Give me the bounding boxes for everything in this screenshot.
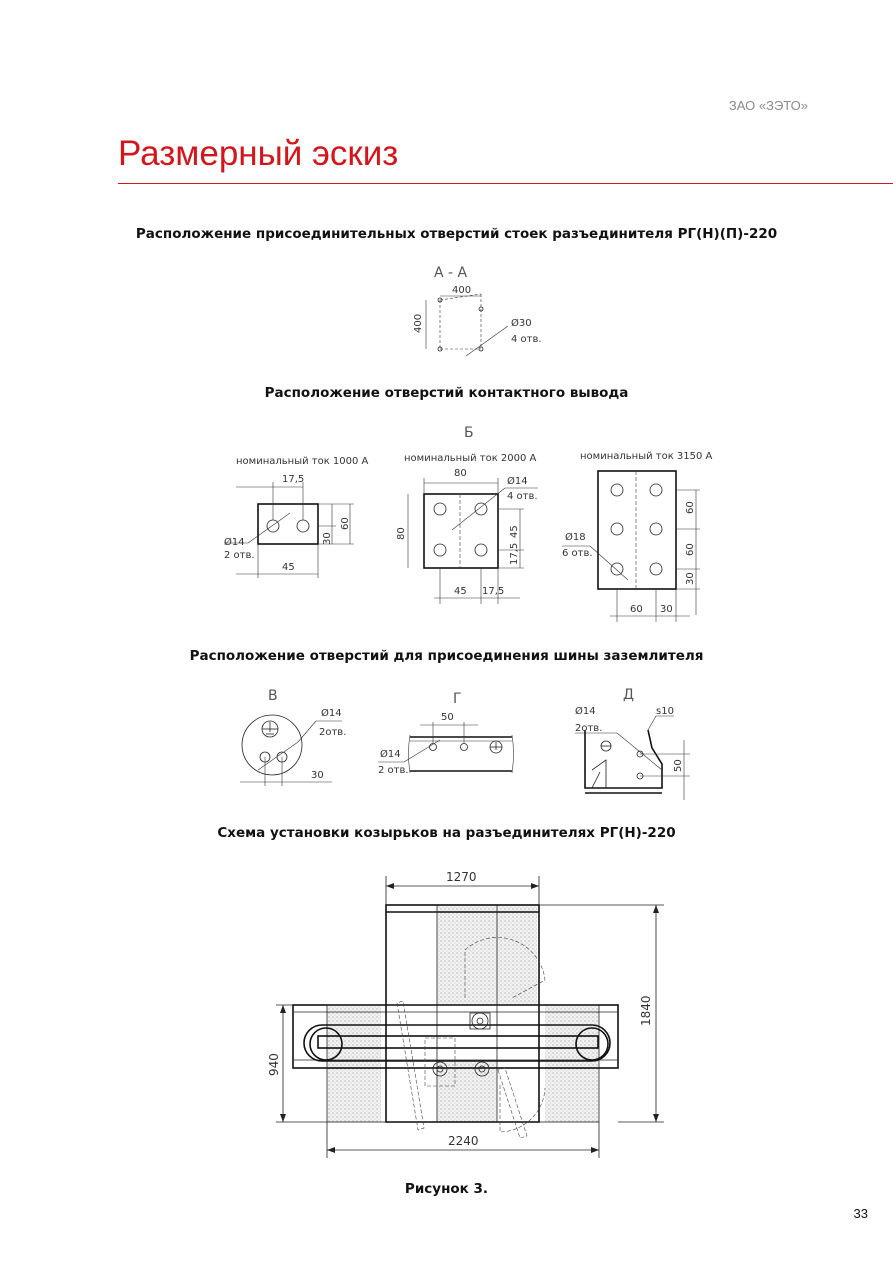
t1000-d4: 45 (282, 562, 295, 573)
d-hole: Ø14 (575, 706, 596, 717)
t2000-hole: Ø14 (507, 476, 528, 487)
t3150-hole: Ø18 (565, 532, 586, 543)
t2000-d6: 17,5 (482, 586, 505, 597)
drawing-g (378, 691, 514, 776)
scheme-height-side: 940 (267, 1053, 281, 1076)
label-d: Д (623, 687, 634, 703)
v-count: 2отв. (319, 727, 347, 738)
aa-hole-count: 4 отв. (511, 334, 542, 345)
t1000-hole: Ø14 (224, 537, 245, 548)
t1000-title: номинальный ток 1000 А (236, 456, 369, 467)
scheme-height: 1840 (639, 995, 653, 1026)
page-number: 33 (853, 1206, 868, 1221)
section-heading-stands: Расположение присоединительных отверстий стоек разъединителя РГ(Н)(П)-220 (135, 226, 778, 242)
aa-dim-side: 400 (413, 313, 424, 333)
t2000-d5: 45 (454, 586, 467, 597)
aa-hole: Ø30 (511, 318, 532, 329)
t1000-d1: 17,5 (282, 474, 305, 485)
t3150-d3: 30 (685, 572, 696, 585)
drawing-d (575, 687, 690, 800)
d-count: 2отв. (575, 723, 603, 734)
t2000-d1: 80 (454, 468, 467, 479)
t2000-d3: 45 (509, 525, 520, 538)
drawing-visors-scheme (267, 870, 664, 1158)
v-dim: 30 (311, 770, 324, 781)
drawing-3150a (562, 451, 713, 622)
figure-caption: Рисунок 3. (404, 1181, 489, 1197)
g-count: 2 отв. (378, 765, 409, 776)
t3150-d5: 30 (660, 604, 673, 615)
label-b: Б (464, 425, 474, 441)
t3150-d4: 60 (630, 604, 643, 615)
drawing-2000a (396, 453, 538, 604)
t2000-title: номинальный ток 2000 А (404, 453, 537, 464)
t2000-d4: 17,5 (509, 542, 520, 565)
t1000-count: 2 отв. (224, 550, 255, 561)
t3150-count: 6 отв. (562, 548, 593, 559)
page-title: Размерный эскиз (118, 134, 399, 173)
aa-dim-top: 400 (452, 285, 472, 296)
t1000-d3: 60 (340, 517, 351, 530)
section-heading-ground: Расположение отверстий для присоединения шины заземлителя (189, 648, 704, 664)
g-dim: 50 (441, 712, 454, 723)
t3150-d2: 60 (685, 543, 696, 556)
v-hole: Ø14 (321, 708, 342, 719)
section-heading-visors: Схема установки козырьков на разъединителях РГ(Н)-220 (217, 825, 676, 841)
d-thick: s10 (656, 706, 674, 717)
t1000-d2: 30 (322, 532, 333, 545)
label-g: Г (453, 691, 462, 707)
label-v: В (268, 688, 278, 704)
t2000-count: 4 отв. (507, 491, 538, 502)
t3150-title: номинальный ток 3150 А (580, 451, 713, 462)
company-name: ЗАО «ЗЭТО» (728, 98, 808, 113)
t2000-d2: 80 (396, 527, 407, 540)
t3150-d1: 60 (685, 501, 696, 514)
drawing-1000a (224, 456, 369, 578)
label-aa: А - А (434, 265, 468, 281)
drawing-aa (413, 265, 542, 356)
scheme-width-bottom: 2240 (448, 1134, 479, 1148)
d-dim: 50 (673, 759, 684, 772)
section-heading-contact: Расположение отверстий контактного вывода (264, 385, 629, 401)
scheme-width-top: 1270 (446, 870, 477, 884)
drawing-v (240, 688, 346, 786)
g-hole: Ø14 (380, 749, 401, 760)
